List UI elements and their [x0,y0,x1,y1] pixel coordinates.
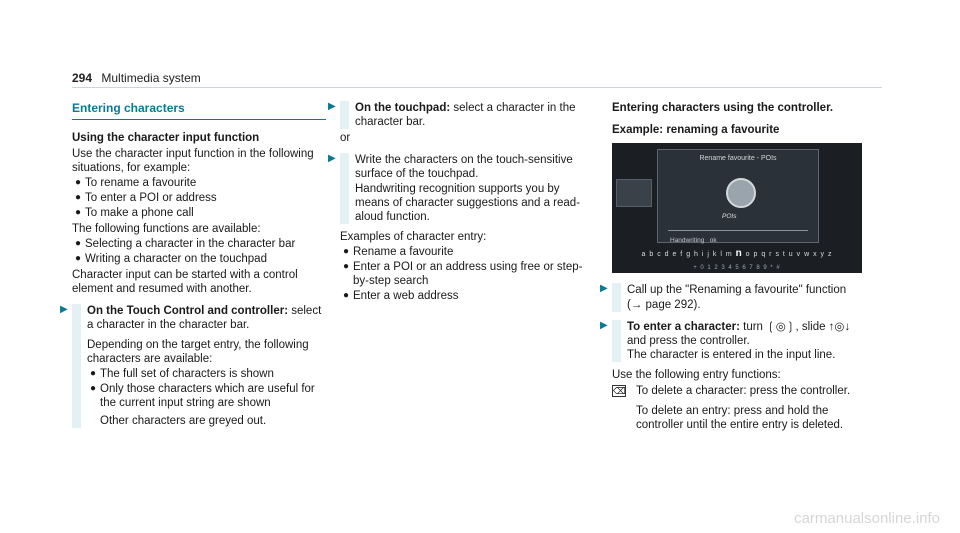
column-3 [600,101,868,433]
list-item: ● Rename a favourite [343,246,454,258]
screen-pois-label: POIs [722,213,737,220]
depending-text: Depending on the target entry, the following characters are available: [87,339,309,365]
step-touch-control [60,304,326,428]
step-arrow-icon: ▶ [600,283,608,294]
handwriting-option: Handwriting ok [670,237,717,244]
use-line: Use the following entry functions: [612,369,781,381]
step-arrow-icon: ▶ [328,101,336,112]
step-arrow-icon: ▶ [60,304,68,315]
examples-list [72,176,326,220]
list-item: ● To rename a favourite [75,177,197,189]
start-text: Character input can be started with a control element and resumed with another. [72,269,298,295]
step2-result: The character is entered in the input line. [627,349,836,361]
tile [616,179,652,207]
selected-character: n [735,248,743,259]
input-line [668,220,808,231]
step-call-up [600,283,868,312]
entry-examples-list [340,245,590,303]
step-arrow-icon: ▶ [328,153,336,164]
poi-globe-icon [726,178,756,208]
section-name: Multimedia system [101,71,201,85]
step-enter-character [600,320,868,362]
list-item: ● Writing a character on the touchpad [75,253,267,265]
step-touchpad [328,101,590,129]
column-1 [60,101,326,434]
list-item: ● Enter a POI or an address using free or step-by-step search [343,261,583,287]
page-number: 294 [72,71,93,85]
watermark: carmanualsonline.info [794,510,940,527]
step-write [328,153,590,224]
or-text: or [340,132,351,144]
section-title: Entering characters [72,101,326,120]
rename-favourite-screenshot [612,143,862,273]
touchpad-body: select a character in the character bar. [355,102,576,128]
list-item: ● Only those characters which are useful for the current input string are shown [90,383,315,409]
step2-body: turn ❲◎❳, slide ↑◎↓ and press the controller. [627,321,851,347]
step-arrow-icon: ▶ [600,320,608,331]
list-item: ● To enter a POI or address [75,192,217,204]
subheading-input-function: Using the character input function [72,132,260,144]
step1-text: Call up the "Renaming a favourite" function [627,284,847,296]
functions-list [72,237,326,266]
delete-function [612,384,868,432]
example-heading: Example: renaming a favourite [612,124,780,136]
delete-icon: ⌫ [613,386,626,396]
delete-entry-text: To delete an entry: press and hold the controller until the entire entry is deleted. [636,405,844,431]
step-bar [612,320,621,362]
step2-title: To enter a character: [627,321,740,333]
step-bar [340,101,349,129]
step-title: On the Touch Control and controller: [87,305,289,317]
greyed-text: Other characters are greyed out. [100,415,267,427]
step-bar [612,283,621,312]
list-item: ● Enter a web address [343,290,459,302]
dialog-frame [657,149,819,243]
digit-bar: + 0 1 2 3 4 5 6 7 8 9 * # [693,265,781,271]
screen-title: Rename favourite - POIs [699,155,777,162]
header-divider [72,87,882,88]
list-item: ● The full set of characters is shown [90,368,274,380]
step1-ref: (→ page 292). [627,299,701,311]
touchpad-title: On the touchpad: [355,102,451,114]
column-2 [328,101,590,305]
step-body: select a character in the character bar. [87,305,322,331]
page-header [72,71,201,85]
intro-text: Use the character input function in the following situations, for example: [72,148,314,174]
controller-heading: Entering characters using the controller. [612,102,834,114]
write-text: Write the characters on the touch-sensitive surface of the touchpad. [355,154,573,180]
available-intro: The following functions are available: [72,223,261,235]
char-options-list [87,367,326,410]
delete-character-text: To delete a character: press the controller. [636,385,851,397]
step-bar [72,304,81,428]
character-bar: a b c d e f g h i j k l m n o p q r s t u v w x y z [641,248,833,259]
list-item: ● Selecting a character in the character bar [75,238,296,250]
step-bar [340,153,349,224]
handwriting-text: Handwriting recognition supports you by means of character suggestions and a read-aloud function. [355,183,581,223]
list-item: ● To make a phone call [75,207,194,219]
examples-title: Examples of character entry: [340,231,487,243]
